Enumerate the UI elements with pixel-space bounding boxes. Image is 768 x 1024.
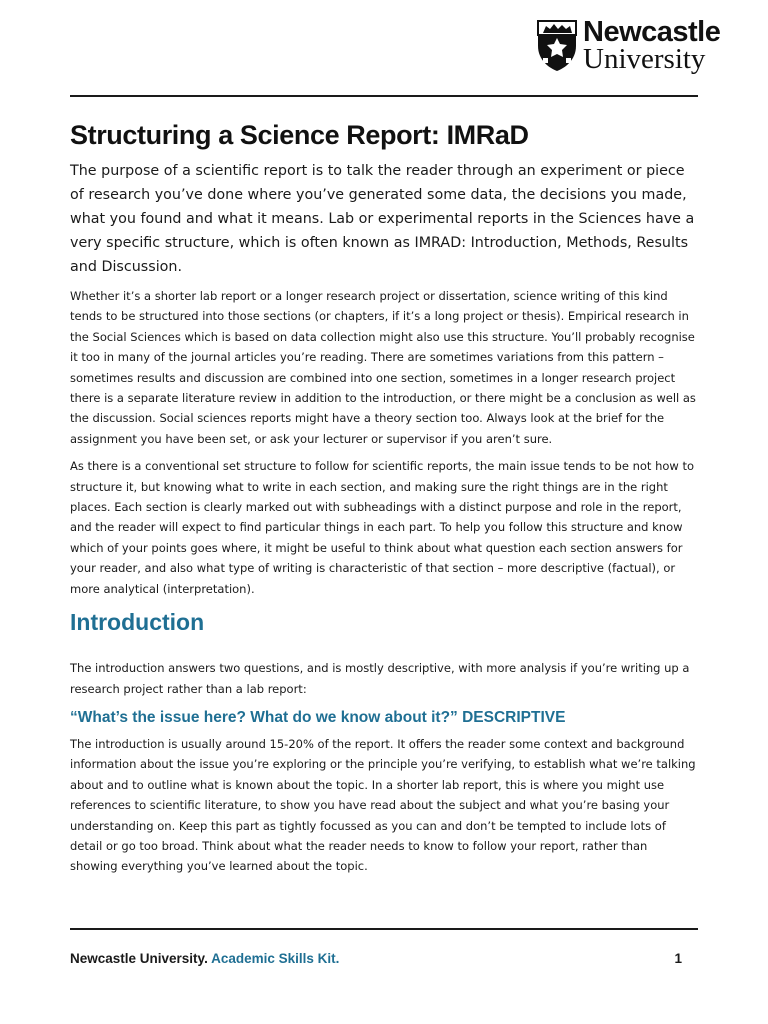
page-number: 1 bbox=[674, 951, 682, 966]
shield-crest-icon bbox=[537, 20, 577, 72]
footer-university-name: Newcastle University. bbox=[70, 951, 208, 966]
section-intro-paragraph: The introduction answers two questions, and is mostly descriptive, with more analysis if you’re writing up a research project rather than a lab report: bbox=[70, 661, 690, 696]
logo-line-newcastle: Newcastle bbox=[583, 16, 721, 48]
footer-kit-name: Academic Skills Kit. bbox=[211, 951, 340, 966]
logo-line-university: University bbox=[583, 43, 706, 75]
section-subheading: “What’s the issue here? What do we know about it?” DESCRIPTIVE bbox=[70, 708, 566, 726]
document-body bbox=[70, 116, 698, 884]
body-paragraph-1: Whether it’s a shorter lab report or a longer research project or dissertation, science writing of this kind tends to be structured into those sections (or chapters, if it’s a long project or thesis). Empirical research in the Social Sciences which is based on data collection might also use this structure. You’ll probably recognise it too in many of the journal articles you’re reading. There are sometimes variations from this pattern – sometimes results and discussion are combined into one section, sometimes in a longer research project there is a separate literature review in addition to the introduction, or there might be a conclusion as well as the discussion. Social sciences reports might have a theory section too. Always look at the brief for the assignment you have been set, or ask your lecturer or supervisor if you aren’t sure. bbox=[70, 289, 696, 446]
university-logo bbox=[537, 16, 737, 76]
document-title: Structuring a Science Report: IMRaD bbox=[70, 120, 529, 150]
section-body-paragraph: The introduction is usually around 15-20% of the report. It offers the reader some context and background information about the issue you’re exploring or the principle you’re verifying, to establish what we’re talking about and to outline what is known about the topic. In a shorter lab report, this is where you might use references to scientific literature, to show you have read about the subject and what you’re basing your understanding on. Keep this part as tightly focussed as you can and don’t be tempted to include lots of detail or go too broad. Think about what the reader needs to know to follow your report, rather than showing everything you’ve learned about the topic. bbox=[70, 736, 696, 874]
header-divider bbox=[70, 95, 698, 97]
page-footer bbox=[70, 949, 698, 969]
footer-divider bbox=[70, 928, 698, 930]
section-heading-introduction: Introduction bbox=[70, 609, 205, 636]
intro-paragraph: The purpose of a scientific report is to talk the reader through an experiment or piece of research you’ve done where you’ve generated some data, the decisions you made, what you found and what it means. Lab or experimental reports in the Sciences have a very specific structure, which is often known as IMRAD: Introduction, Methods, Results and Discussion. bbox=[70, 163, 695, 275]
body-paragraph-2: As there is a conventional set structure to follow for scientific reports, the main issue tends to be not how to structure it, but knowing what to write in each section, and making sure the right things are in the right places. Each section is clearly marked out with subheadings with a distinct purpose and role in the report, and the reader will expect to find particular things in each part. To help you follow this structure and know which of your points goes where, it might be useful to think about what question each section answers for your reader, and also what type of writing is characteristic of that section – more descriptive (factual), or more analytical (interpretation). bbox=[70, 459, 695, 596]
footer-credit bbox=[70, 949, 339, 969]
